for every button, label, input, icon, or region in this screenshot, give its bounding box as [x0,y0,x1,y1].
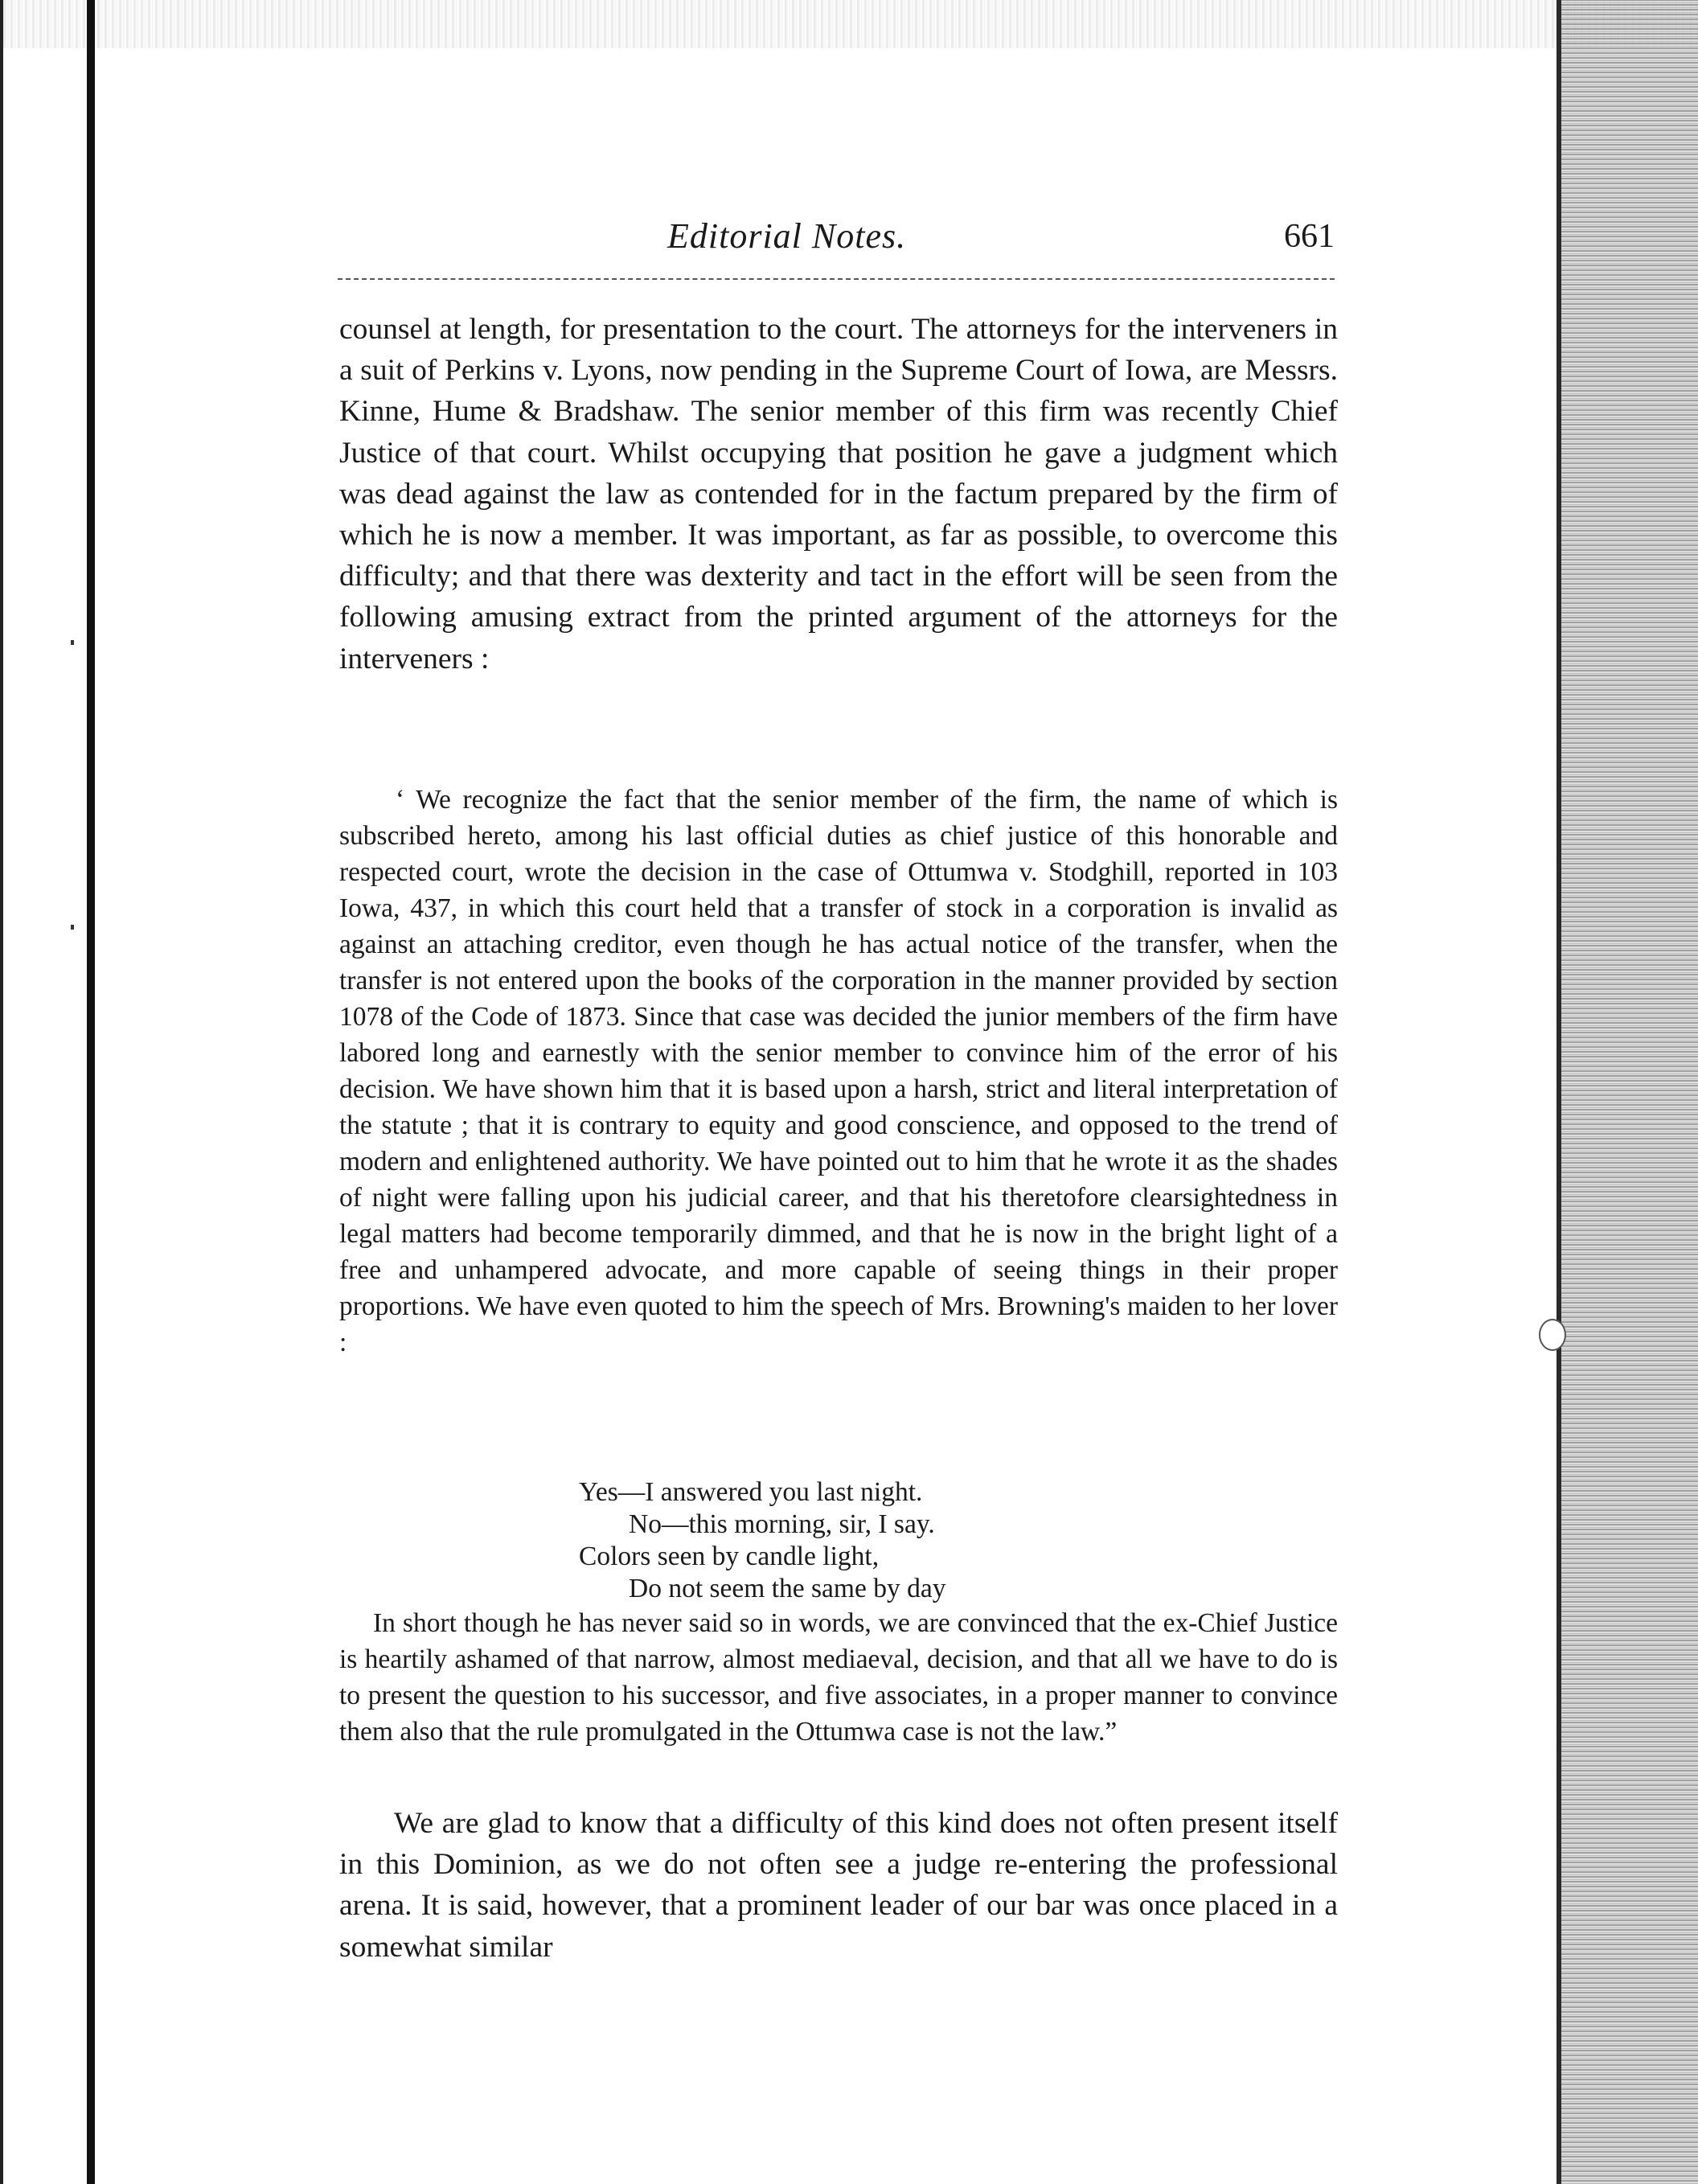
header-rule [338,278,1335,280]
scan-right-border [1556,0,1561,2184]
verse-line: Do not seem the same by day [629,1574,946,1603]
page-number: 661 [1284,218,1335,255]
verse-line: Colors seen by candle light, [579,1542,880,1571]
quotation-second: In short though he has never said so in words, we are convinced that the ex-Chief Justice is heartily ashamed of that narrow, almost mediaeval, decision, and that all we have to do is to present the question to his successor, and five associates, in a proper manner to convince them also that the rule promulgated in the Ottumwa case is not the law.” [339,1608,1338,1747]
page-header [338,216,1335,264]
scan-left-border [0,0,3,2184]
margin-speck [71,925,74,930]
scan-right-artifact [1539,1319,1566,1351]
margin-speck [71,640,74,645]
running-title: Editorial Notes. [667,216,907,256]
verse-line: No—this morning, sir, I say. [629,1509,935,1539]
quotation-first: ‘ We recognize the fact that the senior member of the firm, the name of which is subscribed hereto, among his last official duties as chief justice of this honorable and respected court, wrote the decision in the case of Ottumwa v. Stodghill, reported in 103 Iowa, 437, in which this court held that a transfer of stock in a corporation is invalid as against an attaching creditor, even though he has actual notice of the transfer, when the transfer is not entered upon the books of the corporation in the manner provided by section 1078 of the Code of 1873. Since that case was decided the junior members of the firm have labored long and earnestly with the senior member to convince him of the error of his decision. We have shown him that it is based upon a harsh, strict and literal interpretation of the statute ; that it is contrary to equity and good conscience, and opposed to the trend of modern and enlightened authority. We have pointed out to him that he wrote it as the shades of night were falling upon his judicial career, and that his theretofore clearsightedness in legal matters had become temporarily dimmed, and that he is now in the bright light of a free and unhampered advocate, and more capable of seeing things in their proper proportions. We have even quoted to him the speech of Mrs. Browning's maiden to her lover : [339,785,1338,1357]
verse-block [579,1476,945,1605]
paragraph-closing: We are glad to know that a difficulty of this kind does not often present itself in this Dominion, as we do not often see a judge re-entering the professional arena. It is said, however, that a prominent leader of our bar was once placed in a somewhat similar [339,1807,1338,1964]
verse-line: Yes—I answered you last night. [579,1477,923,1507]
scan-right-page-edges [1561,0,1698,2184]
paragraph-intro: counsel at length, for presentation to the court. The attorneys for the interveners in a suit of Perkins v. Lyons, now pending in the Supreme Court of Iowa, are Messrs. Kinne, Hume & Bradshaw. The senior member of this firm was recently Chief Justice of that court. Whilst occupying that position he gave a judgment which was dead against the law as contended for in the factum prepared by the firm of which he is now a member. It was important, as far as possible, to overcome this difficulty; and that there was dexterity and tact in the effort will be seen from the following amusing extract from the printed argument of the attorneys for the interveners : [339,313,1338,675]
book-spine-edge [87,0,95,2184]
scan-top-noise [0,0,1698,48]
